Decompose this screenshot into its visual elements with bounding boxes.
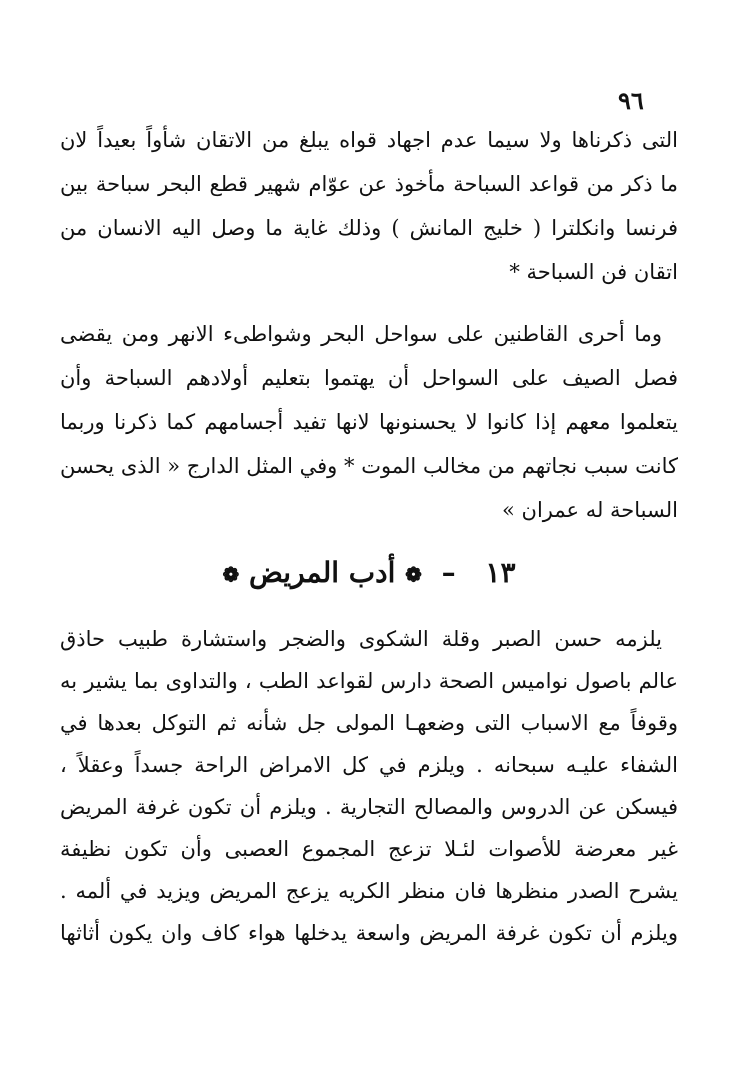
section-title: أدب المريض — [249, 556, 396, 589]
text-line: وما أحرى القاطنين على سواحل البحر وشواطىء الانهر ومن يقضى — [60, 322, 662, 346]
paragraph-patient-etiquette — [60, 618, 678, 954]
text-line: ويلزم أن تكون غرفة المريض واسعة يدخلها هواء كاف وان يكون أثاثها — [60, 921, 678, 945]
text-line: التى ذكرناها ولا سيما عدم اجهاد قواه يبلغ من الاتقان شأواً بعيداً لان — [60, 128, 678, 152]
text-line: وقوفاً مع الاسباب التى وضعهـا المولى جل شأنه ثم التوكل بعدها في — [60, 711, 678, 735]
text-line: يتعلموا معهم إذا كانوا لا يحسنونها لانها تفيد أجسامهم كما ذكرنا وربما — [60, 410, 678, 434]
ornament-open-icon: ❁ — [405, 562, 422, 587]
page-number: ٩٦ — [618, 86, 644, 115]
text-line: يلزمه حسن الصبر وقلة الشكوى والضجر واستشارة طبيب حاذق — [60, 627, 662, 651]
text-line: يشرح الصدر منظرها فان منظر الكريه يزعج المريض ويزيد في ألمه . — [60, 879, 678, 903]
text-line: فرنسا وانكلترا ( خليج المانش ) وذلك غاية ما وصل اليه الانسان من — [60, 216, 678, 240]
text-line: ما ذكر من قواعد السباحة مأخوذ عن عوّام شهير قطع البحر سباحة بين — [60, 172, 678, 196]
paragraph-swimming-end — [60, 118, 678, 294]
text-line: كانت سبب نجاتهم من مخالب الموت * وفي المثل الدارج « الذى يحسن — [60, 454, 678, 478]
text-line: عالم باصول نواميس الصحة دارس لقواعد الطب ، والتداوى بما يشير به — [60, 669, 678, 693]
heading-dash: – — [441, 556, 456, 589]
paragraph-coastal-advice — [60, 312, 678, 532]
text-line: فيسكن عن الدروس والمصالح التجارية . ويلزم أن تكون غرفة المريض — [60, 795, 678, 819]
text-line: اتقان فن السباحة * — [509, 260, 678, 284]
ornament-close-icon: ❁ — [222, 562, 240, 587]
section-number: ١٣ — [485, 556, 516, 589]
text-line: غير معرضة للأصوات لئـلا تزعج المجموع العصبى وأن تكون نظيفة — [60, 837, 678, 861]
section-heading — [60, 548, 678, 598]
text-line: الشفاء عليـه سبحانه . ويلزم في كل الامراض الراحة جسداً وعقلاً ، — [60, 753, 678, 777]
text-line: فصل الصيف على السواحل أن يهتموا بتعليم أولادهم السباحة وأن — [60, 366, 678, 390]
text-line: السباحة له عمران » — [502, 498, 678, 522]
